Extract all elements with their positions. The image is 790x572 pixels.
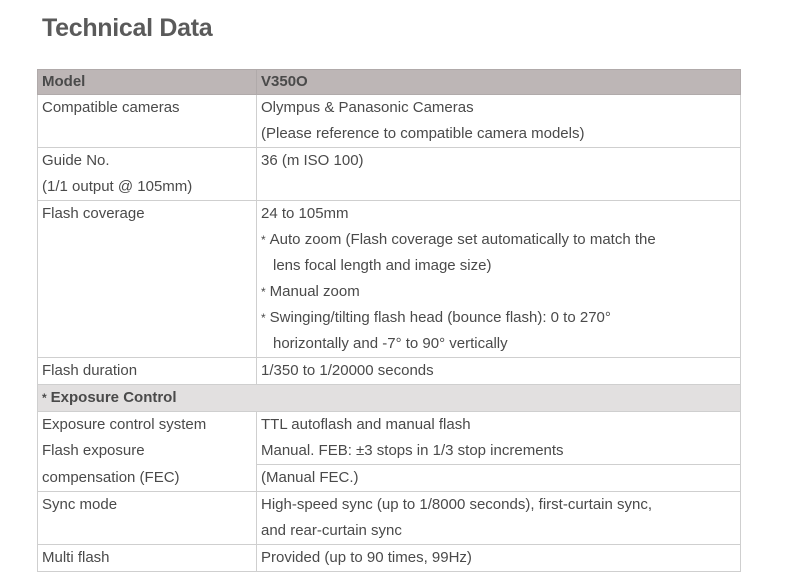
label-line: (1/1 output @ 105mm) — [42, 178, 193, 195]
row-value — [257, 201, 741, 358]
value-line: Olympus & Panasonic Cameras — [261, 99, 474, 116]
bullet-text: Manual zoom — [269, 283, 360, 300]
value-line: Manual. FEB: ±3 stops in 1/3 stop increments — [261, 442, 564, 459]
row-label — [38, 545, 257, 572]
header-value: V350O — [257, 70, 741, 95]
row-label — [38, 95, 257, 148]
bullet-line — [261, 279, 736, 305]
row-value — [257, 465, 741, 492]
bullet-line — [261, 227, 736, 253]
bullet-continuation: lens focal length and image size) — [273, 257, 492, 274]
value-line: 36 (m ISO 100) — [261, 152, 364, 169]
row-value — [257, 492, 741, 545]
row-label — [38, 492, 257, 545]
label-line: Flash coverage — [42, 205, 145, 222]
bullet-text: Swinging/tilting flash head (bounce flash): 0 to 270° — [269, 309, 611, 326]
bullet-line — [261, 305, 736, 331]
row-value — [257, 412, 741, 465]
label-line: compensation (FEC) — [42, 468, 180, 486]
table-row — [38, 201, 741, 358]
table-row — [38, 492, 741, 545]
label-line: Sync mode — [42, 496, 118, 513]
row-label — [38, 148, 257, 201]
bullet-text: Auto zoom (Flash coverage set automatically to match the — [269, 231, 656, 248]
bullet-star: * — [261, 311, 266, 325]
bullet-continuation: horizontally and -7° to 90° vertically — [273, 335, 508, 352]
section-title: Exposure Control — [50, 389, 177, 406]
table-row — [38, 95, 741, 148]
section-label — [38, 385, 741, 412]
header-label: Model — [38, 70, 257, 95]
table-row — [38, 412, 741, 465]
table-header-row — [38, 70, 741, 95]
row-label — [38, 465, 257, 492]
row-value — [257, 148, 741, 201]
value-line: High-speed sync (up to 1/8000 seconds), first-curtain sync, — [261, 496, 653, 513]
table-row — [38, 465, 741, 492]
row-label — [38, 201, 257, 358]
value-line: (Manual FEC.) — [261, 469, 359, 486]
bullet-star: * — [261, 285, 266, 299]
label-line: Flash exposure — [42, 442, 145, 459]
table-row — [38, 148, 741, 201]
table-row — [38, 545, 741, 572]
row-value — [257, 358, 741, 385]
row-value — [257, 545, 741, 572]
section-row — [38, 385, 741, 412]
section-star: * — [42, 391, 47, 405]
label-line: Flash duration — [42, 362, 138, 379]
value-line: 1/350 to 1/20000 seconds — [261, 362, 434, 379]
value-line: Provided (up to 90 times, 99Hz) — [261, 549, 472, 566]
tech-data-table — [37, 69, 741, 572]
row-label — [38, 358, 257, 385]
page-title: Technical Data — [42, 14, 213, 42]
value-line: (Please reference to compatible camera models) — [261, 125, 585, 142]
row-value — [257, 95, 741, 148]
label-line: Multi flash — [42, 549, 110, 566]
value-line: TTL autoflash and manual flash — [261, 416, 471, 433]
label-line: Guide No. — [42, 152, 110, 169]
bullet-star: * — [261, 233, 266, 247]
table-row — [38, 358, 741, 385]
label-line: Compatible cameras — [42, 99, 180, 116]
label-line: Exposure control system — [42, 416, 207, 433]
value-line: and rear-curtain sync — [261, 522, 402, 539]
row-label — [38, 412, 257, 465]
value-line: 24 to 105mm — [261, 205, 349, 222]
